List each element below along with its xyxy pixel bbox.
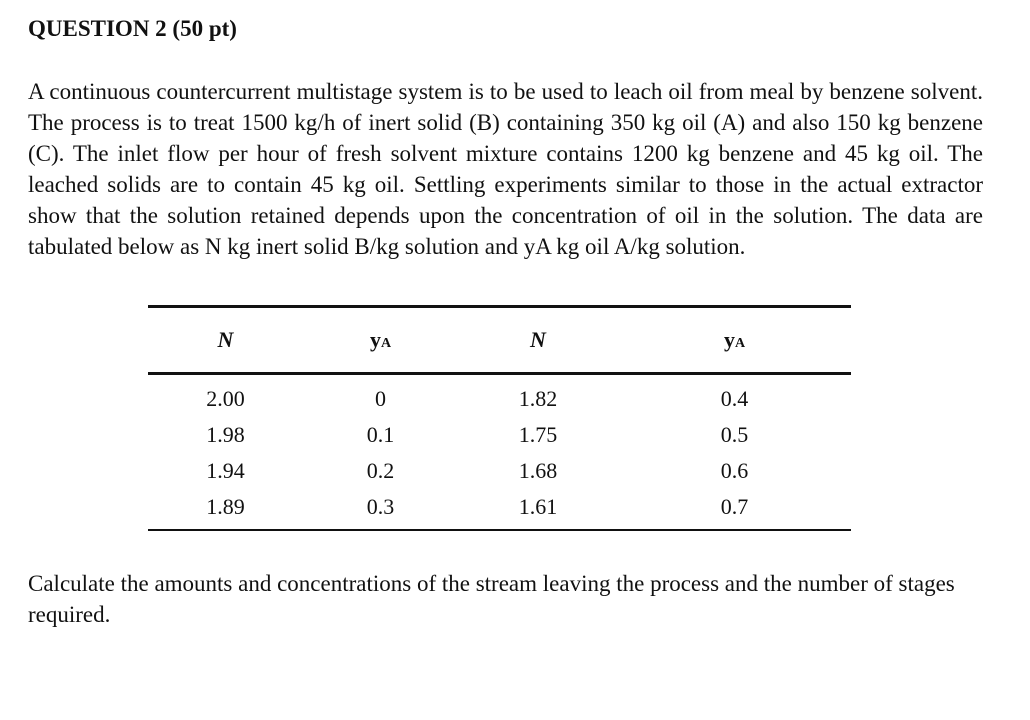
table-cell: 0.4 [720, 386, 749, 411]
table-cell: 1.75 [518, 422, 558, 447]
table-cell: 0.7 [618, 489, 851, 530]
table-cell: 0.1 [366, 422, 395, 447]
table-cell: 1.98 [206, 422, 245, 447]
header-n-2: N [458, 307, 618, 374]
table-cell: 1.82 [518, 386, 558, 411]
question-block [28, 14, 983, 262]
table-cell: 1.89 [148, 489, 303, 530]
table-row [148, 417, 851, 453]
table-header-row [148, 307, 851, 374]
header-ya-sub: A [380, 336, 392, 351]
table-cell: 1.68 [518, 458, 558, 483]
question-title: QUESTION 2 (50 pt) [28, 16, 237, 41]
data-table-container [148, 305, 851, 531]
header-ya-2 [618, 307, 851, 374]
question-instruction: Calculate the amounts and concentrations of the stream leaving the process and the number of stages required. [28, 571, 955, 627]
data-table [148, 305, 851, 531]
header-n-1: N [148, 307, 303, 374]
table-row [148, 489, 851, 530]
header-ya-main: y [369, 327, 381, 352]
table-cell: 2.00 [206, 386, 245, 411]
table-cell: 0.3 [303, 489, 458, 530]
table-cell: 0 [375, 386, 386, 411]
table-cell: 1.94 [206, 458, 245, 483]
table-row [148, 374, 851, 418]
header-ya-1 [303, 307, 458, 374]
header-ya-main: y [723, 327, 735, 352]
table-cell: 0.2 [366, 458, 395, 483]
table-cell: 1.61 [458, 489, 618, 530]
table-row [148, 453, 851, 489]
table-cell: 0.5 [720, 422, 749, 447]
table-cell: 0.6 [720, 458, 749, 483]
header-ya-sub: A [734, 336, 746, 351]
question-paragraph: A continuous countercurrent multistage system is to be used to leach oil from meal by benzene solvent. The process is to treat 1500 kg/h of inert solid (B) containing 350 kg oil (A) and also 150 kg benzene (C). The inlet flow per hour of fresh solvent mixture contains 1200 kg benzene and 45 kg oil. The leached solids are to contain 45 kg oil. Settling experiments similar to those in the actual extractor show that the solution retained depends upon the concentration of oil in the solution. The data are tabulated below as N kg inert solid B/kg solution and yA kg oil A/kg solution. [28, 79, 983, 259]
